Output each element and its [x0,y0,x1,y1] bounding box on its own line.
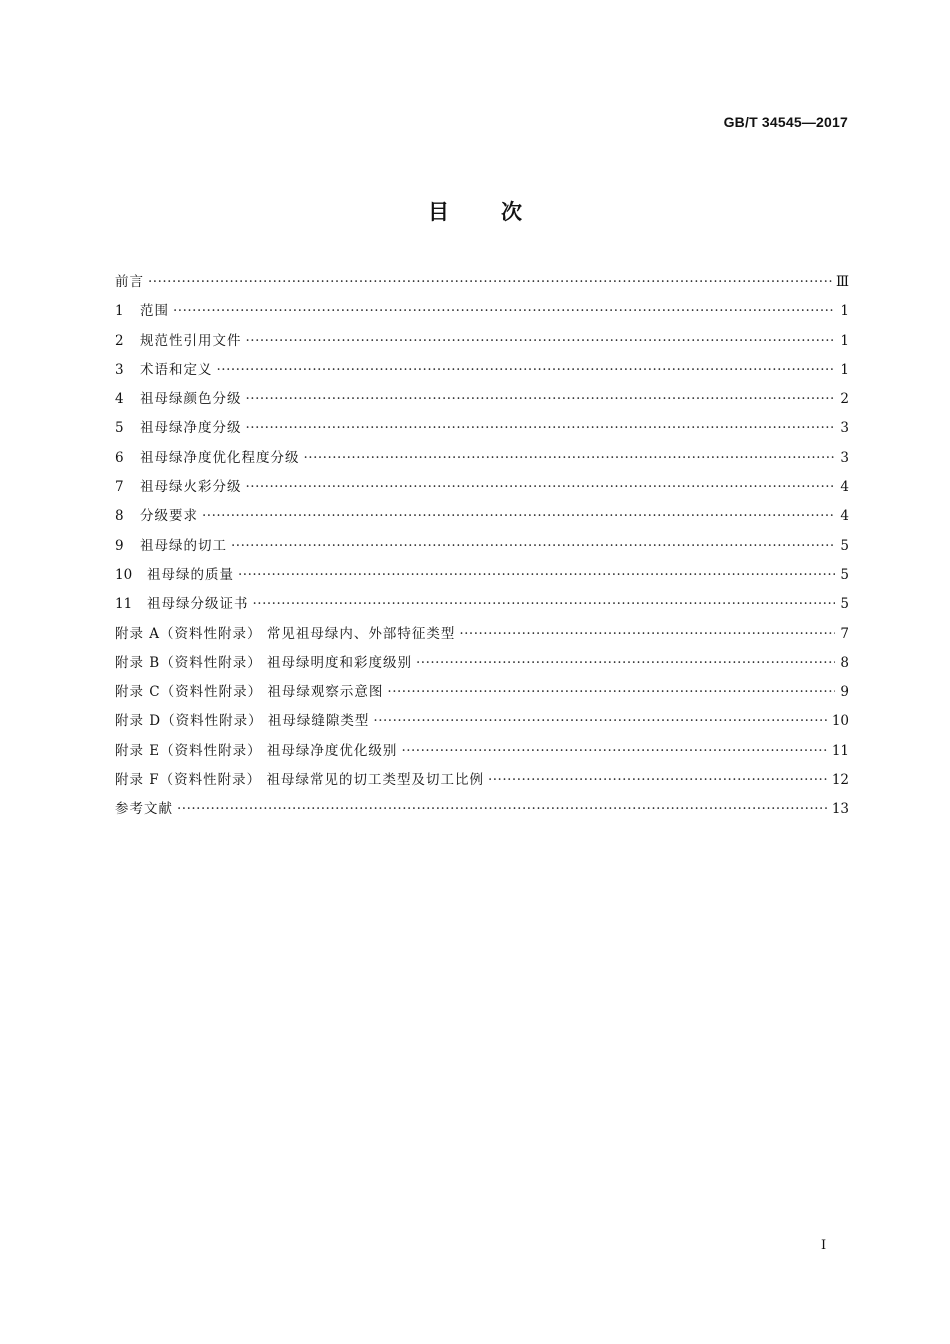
toc-page-number: 2 [840,391,849,408]
page-number: Ⅰ [821,1238,827,1253]
toc-entry-number: 11 [115,596,133,613]
toc-page-number: 4 [840,479,849,496]
toc-entry-text: 范围 [140,303,169,320]
toc-leader-dots [231,538,835,554]
toc-entry-appendix-e[interactable] [115,739,849,768]
toc-leader-dots [148,274,832,290]
toc-leader-dots [173,303,835,319]
toc-entry-number: 2 [115,332,124,349]
toc-leader-dots [304,450,836,466]
toc-entry-appendix-c[interactable] [115,680,849,709]
toc-entry-text: 祖母绿的切工 [140,537,227,554]
toc-entry-text: 祖母绿的质量 [147,566,234,583]
toc-entry-8[interactable] [115,504,849,533]
toc-leader-dots [488,772,828,788]
toc-entry-text: 附录 C（资料性附录） 祖母绿观察示意图 [115,684,384,701]
toc-entry-7[interactable] [115,475,849,504]
toc-page-number: 10 [831,713,849,730]
toc-leader-dots [416,655,835,671]
toc-page-number: 5 [840,537,849,554]
toc-entry-number: 9 [115,537,124,554]
toc-page-number: 13 [831,801,849,818]
toc-entry-text: 前言 [115,274,144,290]
toc-leader-dots [459,626,835,642]
toc-entry-appendix-d[interactable] [115,709,849,738]
toc-entry-text: 祖母绿火彩分级 [140,479,242,496]
toc-entry-number: 7 [115,479,124,496]
toc-page-number: 3 [840,449,849,466]
toc-entry-text: 附录 F（资料性附录） 祖母绿常见的切工类型及切工比例 [115,772,484,789]
toc-title: 目次 [428,200,574,224]
toc-entry-11[interactable] [115,592,849,621]
toc-page-number: Ⅲ [835,274,849,290]
toc-leader-dots [246,479,836,495]
toc-leader-dots [373,713,827,729]
toc-entry-appendix-b[interactable] [115,651,849,680]
toc-page-number: 12 [831,772,849,789]
toc-page-number: 5 [840,566,849,583]
toc-leader-dots [387,684,835,700]
toc-leader-dots [217,362,836,378]
toc-entry-text: 附录 D（资料性附录） 祖母绿缝隙类型 [115,713,370,730]
toc-entry-5[interactable] [115,416,849,445]
toc-page-number: 1 [840,361,849,378]
toc-page-number: 1 [840,332,849,349]
toc-entry-number: 3 [115,361,124,378]
toc-leader-dots [177,801,828,817]
toc-page-number: 3 [840,420,849,437]
toc-leader-dots [246,391,836,407]
toc-entry-text: 祖母绿分级证书 [147,596,249,613]
toc-entry-1[interactable] [115,299,849,328]
toc-entry-text: 祖母绿净度分级 [140,420,242,437]
toc-entry-number: 5 [115,420,124,437]
toc-entry-number: 6 [115,449,124,466]
toc-entry-10[interactable] [115,563,849,592]
toc-page-number: 5 [840,596,849,613]
toc-entry-number: 1 [115,303,124,320]
toc-entry-appendix-f[interactable] [115,768,849,797]
toc-entry-text: 祖母绿净度优化程度分级 [140,449,300,466]
toc-entry-text: 参考文献 [115,801,173,818]
toc-entry-6[interactable] [115,446,849,475]
toc-entry-text: 祖母绿颜色分级 [140,391,242,408]
toc-entry-text: 分级要求 [140,508,198,525]
toc-page-number: 9 [840,684,849,701]
toc-entry-number: 10 [115,566,133,583]
toc-entry-text: 附录 E（资料性附录） 祖母绿净度优化级别 [115,742,398,759]
toc-leader-dots [246,420,836,436]
toc-entry-number: 4 [115,391,124,408]
toc-entry-references[interactable] [115,797,849,826]
table-of-contents [115,270,849,827]
standard-code: GB/T 34545—2017 [723,114,848,130]
toc-entry-appendix-a[interactable] [115,622,849,651]
toc-entry-9[interactable] [115,534,849,563]
toc-entry-2[interactable] [115,329,849,358]
toc-leader-dots [238,567,835,583]
toc-leader-dots [401,743,827,759]
toc-page-number: 7 [840,625,849,642]
toc-entry-4[interactable] [115,387,849,416]
toc-entry-foreword[interactable] [115,270,849,299]
toc-page-number: 4 [840,508,849,525]
toc-entry-text: 规范性引用文件 [140,332,242,349]
toc-entry-number: 8 [115,508,124,525]
toc-leader-dots [253,596,836,612]
toc-leader-dots [202,508,835,524]
toc-page-number: 8 [840,654,849,671]
toc-leader-dots [246,333,836,349]
toc-page-number: 11 [831,742,849,759]
toc-entry-text: 附录 A（资料性附录） 常见祖母绿内、外部特征类型 [115,625,456,642]
toc-entry-3[interactable] [115,358,849,387]
toc-page-number: 1 [840,303,849,320]
toc-entry-text: 附录 B（资料性附录） 祖母绿明度和彩度级别 [115,654,413,671]
toc-entry-text: 术语和定义 [140,361,213,378]
